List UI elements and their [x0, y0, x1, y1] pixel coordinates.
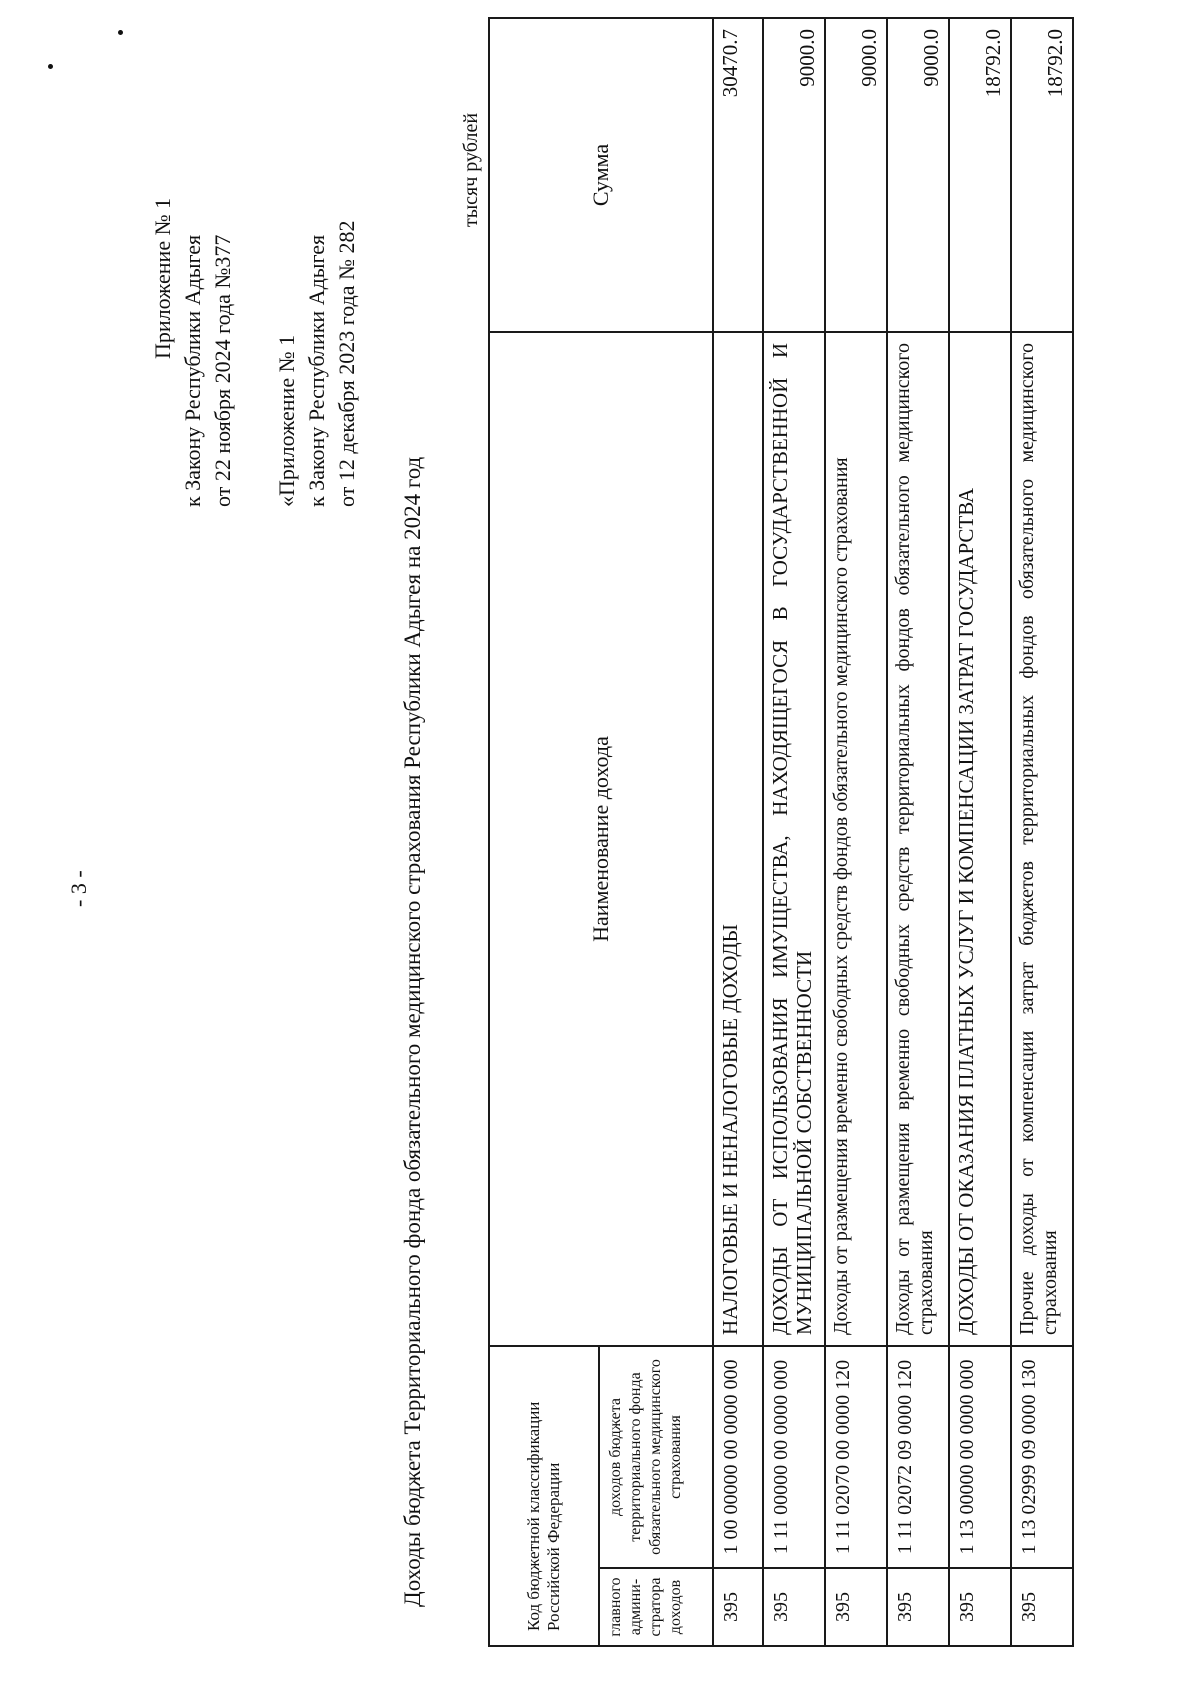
income-name-cell: НАЛОГОВЫЕ И НЕНАЛОГОВЫЕ ДОХОДЫ — [713, 332, 763, 1346]
income-code-cell: 1 00 00000 00 0000 000 — [713, 1346, 763, 1568]
annex-law-line: к Закону Республики Адыгея — [304, 234, 329, 507]
table-row — [1011, 18, 1073, 1646]
admin-code-cell: 395 — [713, 1568, 763, 1646]
table-row — [713, 18, 763, 1646]
income-code-cell: 1 13 00000 00 0000 000 — [949, 1346, 1011, 1568]
income-name-cell: Доходы от размещения временно свободных средств фондов обязательного медицинского страхования — [825, 332, 887, 1346]
annex-law-line: к Закону Республики Адыгея — [180, 234, 205, 507]
table-row — [949, 18, 1011, 1646]
sum-cell: 30470.7 — [713, 18, 763, 332]
income-name-cell: ДОХОДЫ ОТ ОКАЗАНИЯ ПЛАТНЫХ УСЛУГ И КОМПЕНСАЦИИ ЗАТРАТ ГОСУДАРСТВА — [949, 332, 1011, 1346]
income-name-cell: Прочие доходы от компенсации затрат бюджетов территориальных фондов обязательного медицинского страхования — [1011, 332, 1073, 1346]
sum-cell: 9000.0 — [887, 18, 949, 332]
header-classification: Код бюджетной классификации Российской Федерации — [489, 1346, 599, 1646]
sum-cell: 9000.0 — [763, 18, 825, 332]
annex-reference-current — [148, 198, 238, 507]
admin-code-cell: 395 — [949, 1568, 1011, 1646]
scan-dot-mark — [48, 64, 53, 69]
table-row — [825, 18, 887, 1646]
income-name-cell: Доходы от размещения временно свободных средств территориальных фондов обязательного медицинского страхования — [887, 332, 949, 1346]
table-header-row — [489, 18, 599, 1646]
income-code-cell: 1 11 00000 00 0000 000 — [763, 1346, 825, 1568]
annex-reference-previous — [272, 220, 362, 507]
header-name: Наименование дохода — [489, 332, 713, 1346]
income-code-cell: 1 11 02072 09 0000 120 — [887, 1346, 949, 1568]
revenue-table — [488, 17, 1074, 1647]
annex-title: «Приложение № 1 — [274, 334, 299, 507]
document-title: Доходы бюджета Территориального фонда обязательного медицинского страхования Республики Адыгея на 2024 год — [400, 456, 425, 1607]
header-admin: главного админи-стратора доходов — [599, 1568, 713, 1646]
sum-cell: 18792.0 — [949, 18, 1011, 332]
income-code-cell: 1 11 02070 00 0000 120 — [825, 1346, 887, 1568]
header-income-code: доходов бюджета территориального фонда обязательного медицинского страхования — [599, 1346, 713, 1568]
annex-date-line: от 12 декабря 2023 года № 282 — [334, 220, 359, 507]
table-row — [763, 18, 825, 1646]
scan-dot-mark — [118, 30, 123, 35]
page-number: - 3 - — [66, 870, 91, 907]
admin-code-cell: 395 — [763, 1568, 825, 1646]
admin-code-cell: 395 — [1011, 1568, 1073, 1646]
annex-title: Приложение № 1 — [150, 197, 175, 359]
admin-code-cell: 395 — [825, 1568, 887, 1646]
sum-cell: 9000.0 — [825, 18, 887, 332]
sum-cell: 18792.0 — [1011, 18, 1073, 332]
table-row — [887, 18, 949, 1646]
header-sum: Сумма — [489, 18, 713, 332]
income-name-cell: ДОХОДЫ ОТ ИСПОЛЬЗОВАНИЯ ИМУЩЕСТВА, НАХОДЯЩЕГОСЯ В ГОСУДАРСТВЕННОЙ И МУНИЦИПАЛЬНОЙ СОБСТВЕННОСТИ — [763, 332, 825, 1346]
annex-date-line: от 22 ноября 2024 года №377 — [210, 234, 235, 507]
units-label: тысяч рублей — [460, 112, 482, 227]
admin-code-cell: 395 — [887, 1568, 949, 1646]
income-code-cell: 1 13 02999 09 0000 130 — [1011, 1346, 1073, 1568]
